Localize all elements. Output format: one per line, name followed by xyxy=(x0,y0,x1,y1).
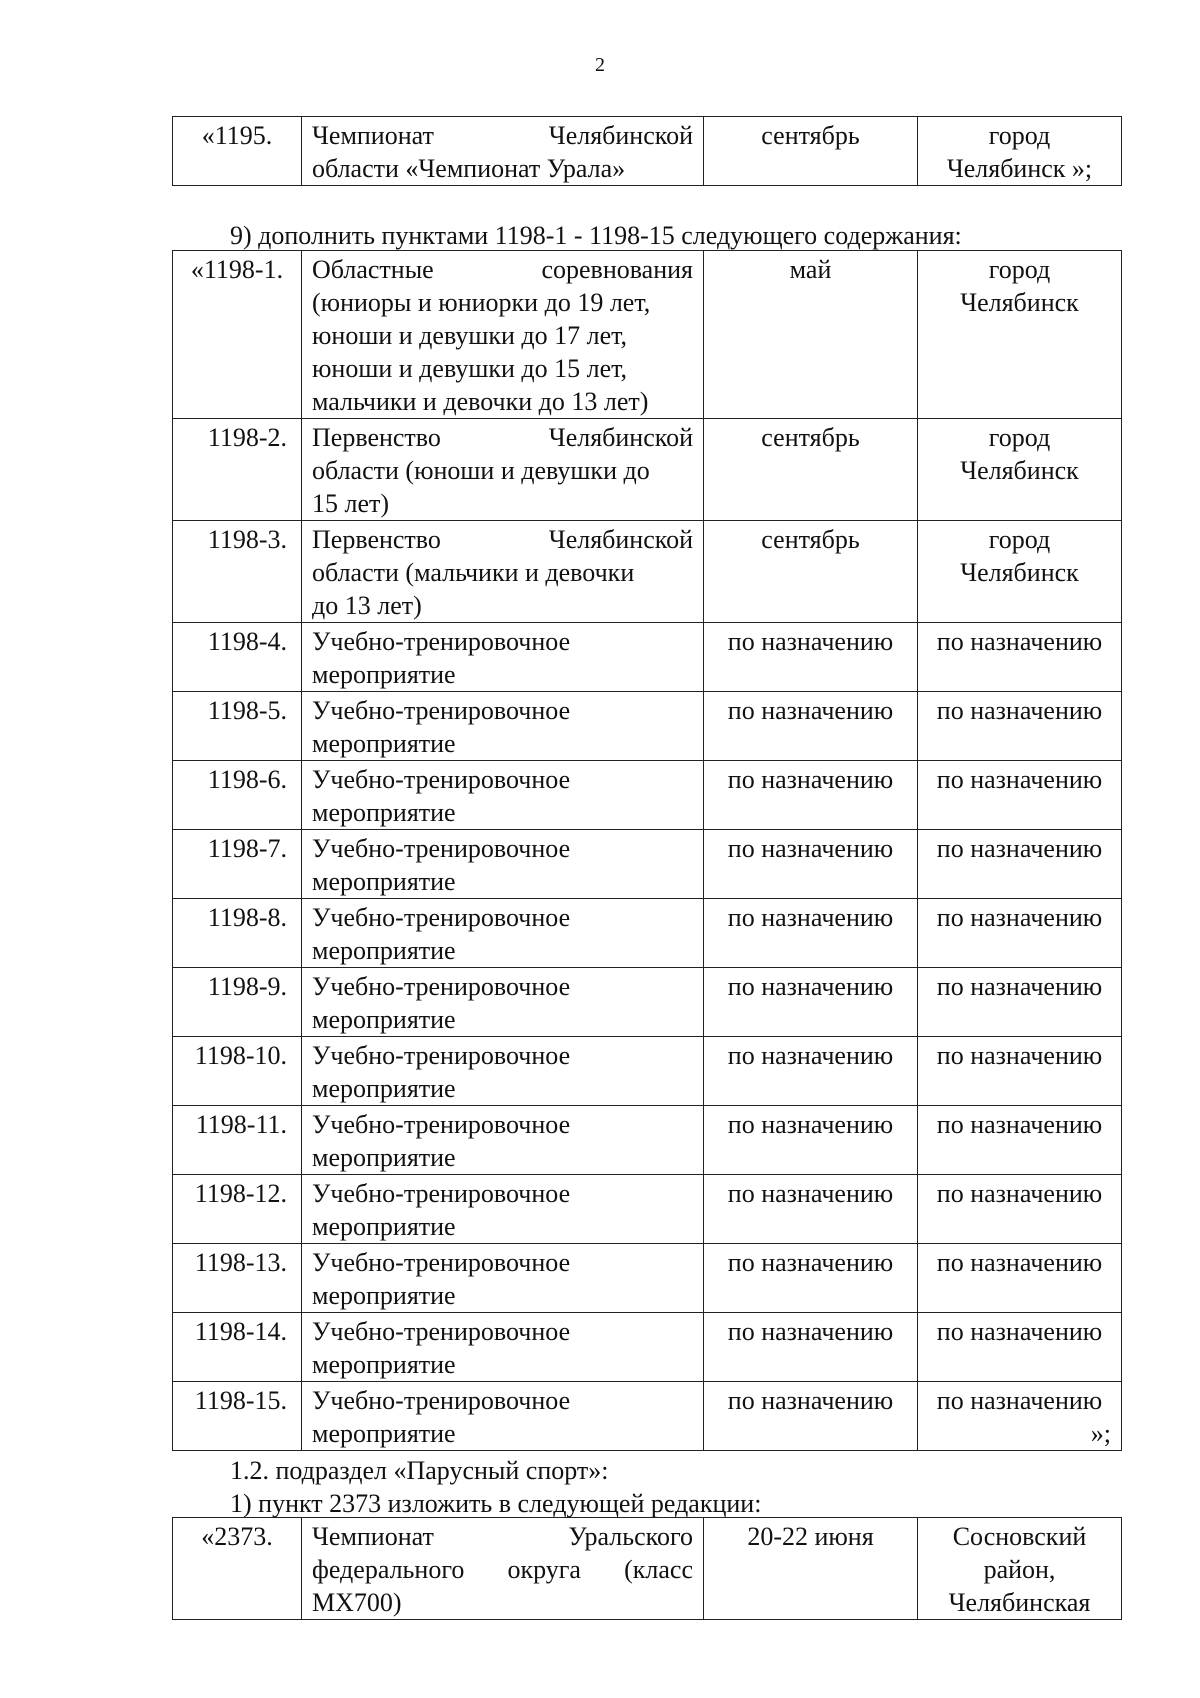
event-date: по назначению xyxy=(704,968,918,1037)
event-place: по назначению xyxy=(918,1106,1122,1175)
event-place-line: город xyxy=(988,525,1051,554)
paragraph-subsection: 1.2. подраздел «Парусный спорт»: xyxy=(230,1456,609,1485)
table-row xyxy=(173,1037,1122,1106)
event-name xyxy=(302,1175,704,1244)
page-number: 2 xyxy=(595,54,605,76)
event-name-word: федерального xyxy=(312,1555,465,1584)
event-name-word: Первенство xyxy=(312,525,441,554)
event-name-line: мероприятие xyxy=(312,798,456,827)
event-place-line: Челябинск xyxy=(960,456,1079,485)
item-number: «2373. xyxy=(173,1518,302,1620)
event-name-line: MX700) xyxy=(312,1588,402,1617)
table-row xyxy=(173,251,1122,419)
event-date: сентябрь xyxy=(704,117,918,186)
item-number: 1198-12. xyxy=(173,1175,302,1244)
event-name-word: (класс xyxy=(624,1555,693,1584)
event-name xyxy=(302,968,704,1037)
event-place: по назначению xyxy=(918,968,1122,1037)
item-number: 1198-11. xyxy=(173,1106,302,1175)
event-name xyxy=(302,1313,704,1382)
event-name-line: мероприятие xyxy=(312,867,456,896)
event-place: по назначению xyxy=(918,692,1122,761)
event-name-line: Учебно-тренировочное xyxy=(312,1386,571,1415)
event-name-line: мероприятие xyxy=(312,660,456,689)
event-place xyxy=(918,251,1122,419)
paragraph-add-items: 9) дополнить пунктами 1198-1 - 1198-15 следующего содержания: xyxy=(230,221,962,250)
event-place-line: »; xyxy=(1090,1419,1111,1448)
event-name xyxy=(302,1244,704,1313)
event-name xyxy=(302,692,704,761)
event-name-line: Учебно-тренировочное xyxy=(312,627,571,656)
item-number: 1198-5. xyxy=(173,692,302,761)
event-name-line: мероприятие xyxy=(312,1350,456,1379)
event-name xyxy=(302,251,704,419)
table-row xyxy=(173,1313,1122,1382)
table-row xyxy=(173,623,1122,692)
item-number: 1198-8. xyxy=(173,899,302,968)
event-name-word: Первенство xyxy=(312,423,441,452)
event-place-line: Челябинск xyxy=(960,288,1079,317)
event-place-line: Челябинская xyxy=(948,1588,1091,1617)
item-number: «1198-1. xyxy=(173,251,302,419)
event-name-word: Уральского xyxy=(568,1522,693,1551)
event-date: по назначению xyxy=(704,830,918,899)
event-name-line: мероприятие xyxy=(312,1281,456,1310)
item-number: 1198-3. xyxy=(173,521,302,623)
event-date: по назначению xyxy=(704,1106,918,1175)
event-name xyxy=(302,1037,704,1106)
table-row xyxy=(173,1244,1122,1313)
event-place-line: Челябинск xyxy=(960,558,1079,587)
event-name-word: Областные xyxy=(312,255,434,284)
event-name-word: Чемпионат xyxy=(312,1522,434,1551)
event-name-line: юноши и девушки до 17 лет, xyxy=(312,321,628,350)
event-name-line: (юниоры и юниорки до 19 лет, xyxy=(312,288,651,317)
event-place-line: город xyxy=(988,423,1051,452)
item-number: 1198-10. xyxy=(173,1037,302,1106)
event-date: по назначению xyxy=(704,1313,918,1382)
item-number: 1198-6. xyxy=(173,761,302,830)
event-place-line: Челябинск »; xyxy=(946,154,1093,183)
event-date: 20-22 июня xyxy=(704,1518,918,1620)
paragraph-item-2373: 1) пункт 2373 изложить в следующей редакции: xyxy=(230,1489,762,1518)
event-name-line: Учебно-тренировочное xyxy=(312,696,571,725)
item-number: 1198-9. xyxy=(173,968,302,1037)
event-name-line: Учебно-тренировочное xyxy=(312,1041,571,1070)
event-name-line: Учебно-тренировочное xyxy=(312,834,571,863)
event-date: по назначению xyxy=(704,692,918,761)
event-name-word: округа xyxy=(507,1555,581,1584)
event-name-line: мероприятие xyxy=(312,1005,456,1034)
item-number: 1198-14. xyxy=(173,1313,302,1382)
item-number: 1198-2. xyxy=(173,419,302,521)
event-name xyxy=(302,623,704,692)
event-name xyxy=(302,1106,704,1175)
event-place: по назначению xyxy=(918,1244,1122,1313)
event-date: сентябрь xyxy=(704,419,918,521)
event-place xyxy=(918,521,1122,623)
table-row xyxy=(173,1518,1122,1620)
table-row xyxy=(173,521,1122,623)
event-name-line: Учебно-тренировочное xyxy=(312,765,571,794)
event-name-line: мероприятие xyxy=(312,1212,456,1241)
event-name-line: юноши и девушки до 15 лет, xyxy=(312,354,628,383)
event-name xyxy=(302,521,704,623)
event-name-line: мальчики и девочки до 13 лет) xyxy=(312,387,649,416)
table-item-1195 xyxy=(172,116,1122,186)
event-place xyxy=(918,419,1122,521)
event-name-line: мероприятие xyxy=(312,936,456,965)
event-place-line: район, xyxy=(983,1555,1056,1584)
event-name-word: Челябинской xyxy=(548,121,693,150)
event-name-line: Учебно-тренировочное xyxy=(312,1179,571,1208)
item-number: 1198-7. xyxy=(173,830,302,899)
table-row xyxy=(173,1106,1122,1175)
event-name-word: Челябинской xyxy=(548,525,693,554)
event-name xyxy=(302,117,704,186)
event-name-line: мероприятие xyxy=(312,1419,456,1448)
event-name-word: Чемпионат xyxy=(312,121,434,150)
table-row xyxy=(173,1175,1122,1244)
event-name-line: области (мальчики и девочки xyxy=(312,558,635,587)
event-date: по назначению xyxy=(704,1175,918,1244)
event-name xyxy=(302,1382,704,1451)
event-name-line: области «Чемпионат Урала» xyxy=(312,154,626,183)
item-number: 1198-13. xyxy=(173,1244,302,1313)
table-items-1198 xyxy=(172,250,1122,1451)
table-row xyxy=(173,419,1122,521)
event-name xyxy=(302,830,704,899)
event-name-word: соревнования xyxy=(541,255,693,284)
event-name-line: мероприятие xyxy=(312,729,456,758)
table-row xyxy=(173,1382,1122,1451)
event-date: май xyxy=(704,251,918,419)
event-name xyxy=(302,1518,704,1620)
event-name-line: области (юноши и девушки до xyxy=(312,456,650,485)
event-name-line: Учебно-тренировочное xyxy=(312,1317,571,1346)
table-row xyxy=(173,968,1122,1037)
event-date: по назначению xyxy=(704,899,918,968)
item-number: 1198-15. xyxy=(173,1382,302,1451)
event-name-line: Учебно-тренировочное xyxy=(312,1110,571,1139)
event-date: по назначению xyxy=(704,623,918,692)
event-place: по назначению xyxy=(918,1175,1122,1244)
event-place: по назначению xyxy=(918,1313,1122,1382)
event-place-line: город xyxy=(988,121,1051,150)
table-item-2373 xyxy=(172,1517,1122,1620)
event-name xyxy=(302,419,704,521)
event-name-line: мероприятие xyxy=(312,1074,456,1103)
event-place-line: по назначению xyxy=(936,1386,1103,1415)
event-place xyxy=(918,117,1122,186)
event-place-line: Сосновский xyxy=(952,1522,1087,1551)
table-row xyxy=(173,830,1122,899)
event-name-line: мероприятие xyxy=(312,1143,456,1172)
event-date: сентябрь xyxy=(704,521,918,623)
event-name xyxy=(302,899,704,968)
table-row xyxy=(173,899,1122,968)
event-place-line: город xyxy=(988,255,1051,284)
event-name-line: до 13 лет) xyxy=(312,591,422,620)
event-place: по назначению xyxy=(918,899,1122,968)
event-date: по назначению xyxy=(704,1244,918,1313)
event-place: по назначению xyxy=(918,623,1122,692)
event-date: по назначению xyxy=(704,1037,918,1106)
event-name-line: Учебно-тренировочное xyxy=(312,972,571,1001)
event-date: по назначению xyxy=(704,761,918,830)
table-row xyxy=(173,117,1122,186)
table-row xyxy=(173,761,1122,830)
event-name xyxy=(302,761,704,830)
event-name-line: 15 лет) xyxy=(312,489,390,518)
event-place: по назначению xyxy=(918,761,1122,830)
event-name-line: Учебно-тренировочное xyxy=(312,1248,571,1277)
item-number: 1198-4. xyxy=(173,623,302,692)
event-place xyxy=(918,1518,1122,1620)
event-place: по назначению xyxy=(918,1037,1122,1106)
item-number: «1195. xyxy=(173,117,302,186)
event-date: по назначению xyxy=(704,1382,918,1451)
event-name-line: Учебно-тренировочное xyxy=(312,903,571,932)
table-row xyxy=(173,692,1122,761)
event-name-word: Челябинской xyxy=(548,423,693,452)
event-place: по назначению xyxy=(918,830,1122,899)
event-place xyxy=(918,1382,1122,1451)
